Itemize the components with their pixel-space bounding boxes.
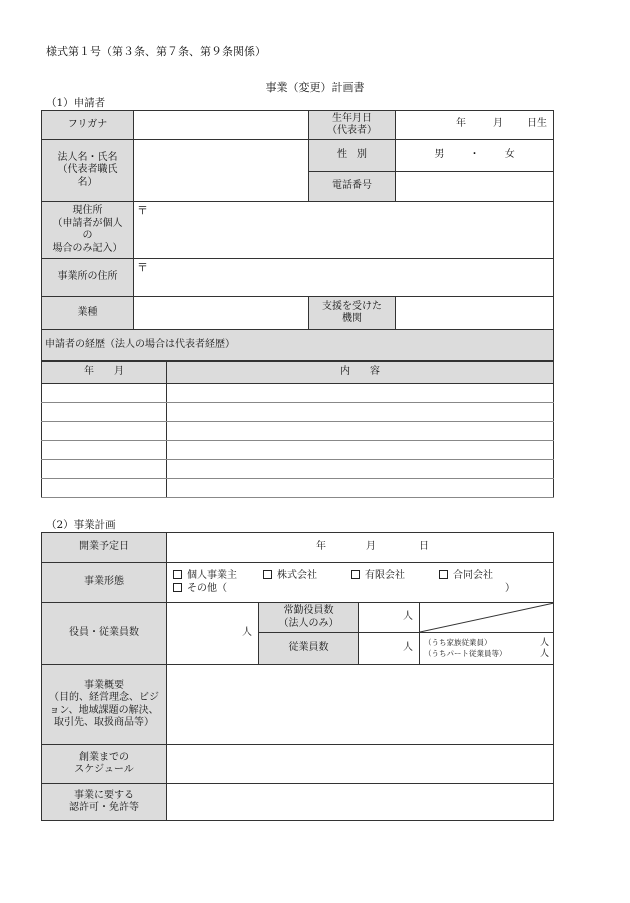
fulltime-officers-field[interactable]	[359, 603, 420, 633]
employees-breakdown	[420, 633, 554, 665]
history-row	[42, 384, 554, 403]
employees-field[interactable]	[359, 633, 420, 665]
checkbox-icon[interactable]	[439, 570, 448, 579]
history-date-cell[interactable]	[42, 460, 167, 479]
history-content-cell[interactable]	[167, 441, 554, 460]
history-row	[42, 460, 554, 479]
history-content-cell[interactable]	[167, 479, 554, 498]
history-row	[42, 422, 554, 441]
history-row	[42, 479, 554, 498]
history-row	[42, 403, 554, 422]
checkbox-icon[interactable]	[173, 570, 182, 579]
section1-heading: （1）申請者	[46, 97, 106, 109]
employees-label: 従業員数	[259, 633, 359, 665]
staff-label: 役員・従業員数	[42, 603, 167, 665]
employees-unit: 人	[403, 642, 413, 654]
parttime-employees-label: （うちパート従業員等）	[424, 648, 507, 658]
history-date-cell[interactable]	[42, 403, 167, 422]
history-date-cell[interactable]	[42, 441, 167, 460]
history-table	[41, 361, 554, 498]
document-title: 事業（変更）計画書	[265, 81, 365, 94]
history-content-cell[interactable]	[167, 460, 554, 479]
support-org-field[interactable]	[396, 297, 554, 330]
gender-separator: ・	[469, 149, 480, 161]
option-sole-proprietor[interactable]: 個人事業主	[173, 570, 237, 583]
birth-day-unit: 日生	[527, 118, 547, 129]
license-label: 事業に要する 認許可・免許等	[42, 784, 167, 821]
business-plan-table	[41, 532, 554, 821]
gender-label: 性 別	[309, 140, 396, 172]
diagonal-line	[420, 603, 554, 632]
history-content-cell[interactable]	[167, 384, 554, 403]
office-address-label: 事業所の住所	[42, 259, 134, 297]
history-heading: 申請者の経歴（法人の場合は代表者経歴）	[42, 330, 554, 361]
phone-field[interactable]	[396, 172, 554, 202]
name-label: 法人名・氏名 （代表者職氏 名）	[42, 140, 134, 202]
open-date-label: 開業予定日	[42, 533, 167, 563]
furigana-field[interactable]	[134, 111, 309, 140]
birth-year-unit: 年	[456, 118, 466, 129]
staff-total-field[interactable]	[167, 603, 259, 665]
staff-total-unit: 人	[242, 627, 252, 639]
business-type-field	[167, 563, 554, 603]
name-field[interactable]	[134, 140, 309, 202]
diagonal-cell	[420, 603, 554, 633]
other-close-paren: ）	[505, 582, 515, 594]
history-date-cell[interactable]	[42, 479, 167, 498]
address-field[interactable]	[134, 202, 554, 259]
checkbox-icon[interactable]	[263, 570, 272, 579]
option-other[interactable]: その他（	[173, 583, 227, 596]
checkbox-icon[interactable]	[351, 570, 360, 579]
option-godo[interactable]: 合同会社	[439, 570, 493, 583]
address-label: 現住所 （申請者が個人 の 場合のみ記入）	[42, 202, 134, 259]
family-employees-unit: 人	[539, 637, 549, 648]
schedule-field[interactable]	[167, 745, 554, 784]
family-employees-label: （うち家族従業員）	[424, 637, 492, 647]
overview-label: 事業概要 （目的、経営理念、ビジ ョン、地域課題の解決、 取引先、取扱商品等）	[42, 665, 167, 745]
fulltime-officers-label: 常勤役員数 （法人のみ）	[259, 603, 359, 633]
option-kabushiki[interactable]: 株式会社	[263, 570, 317, 583]
history-col-date: 年 月	[42, 362, 167, 384]
postal-mark: 〒	[137, 204, 148, 217]
checkbox-icon[interactable]	[173, 583, 182, 592]
office-address-field[interactable]	[134, 259, 554, 297]
gender-male[interactable]: 男	[434, 149, 445, 161]
open-year-unit: 年	[316, 540, 326, 552]
parttime-employees-unit: 人	[539, 648, 549, 659]
history-col-content: 内 容	[167, 362, 554, 384]
business-type-label: 事業形態	[42, 563, 167, 603]
overview-field[interactable]	[167, 665, 554, 745]
industry-field[interactable]	[134, 297, 309, 330]
history-date-cell[interactable]	[42, 384, 167, 403]
birthdate-label: 生年月日 （代表者）	[309, 111, 396, 140]
industry-label: 業種	[42, 297, 134, 330]
schedule-label: 創業までの スケジュール	[42, 745, 167, 784]
gender-field[interactable]	[396, 140, 554, 172]
phone-label: 電話番号	[309, 172, 396, 202]
open-day-unit: 日	[419, 540, 429, 552]
officers-unit: 人	[403, 611, 413, 623]
applicant-table	[41, 110, 554, 361]
furigana-label: フリガナ	[42, 111, 134, 140]
support-org-label: 支援を受けた 機関	[309, 297, 396, 330]
history-content-cell[interactable]	[167, 422, 554, 441]
license-field[interactable]	[167, 784, 554, 821]
birthdate-field[interactable]	[396, 111, 554, 140]
gender-female[interactable]: 女	[504, 149, 515, 161]
history-row	[42, 441, 554, 460]
history-content-cell[interactable]	[167, 403, 554, 422]
option-yugen[interactable]: 有限会社	[351, 570, 405, 583]
open-date-field[interactable]	[167, 533, 554, 563]
history-date-cell[interactable]	[42, 422, 167, 441]
office-postal-mark: 〒	[137, 261, 148, 274]
form-number: 様式第１号（第３条、第７条、第９条関係）	[46, 45, 266, 58]
section2-heading: （2）事業計画	[46, 519, 116, 531]
open-month-unit: 月	[366, 540, 376, 552]
birth-month-unit: 月	[493, 118, 503, 129]
